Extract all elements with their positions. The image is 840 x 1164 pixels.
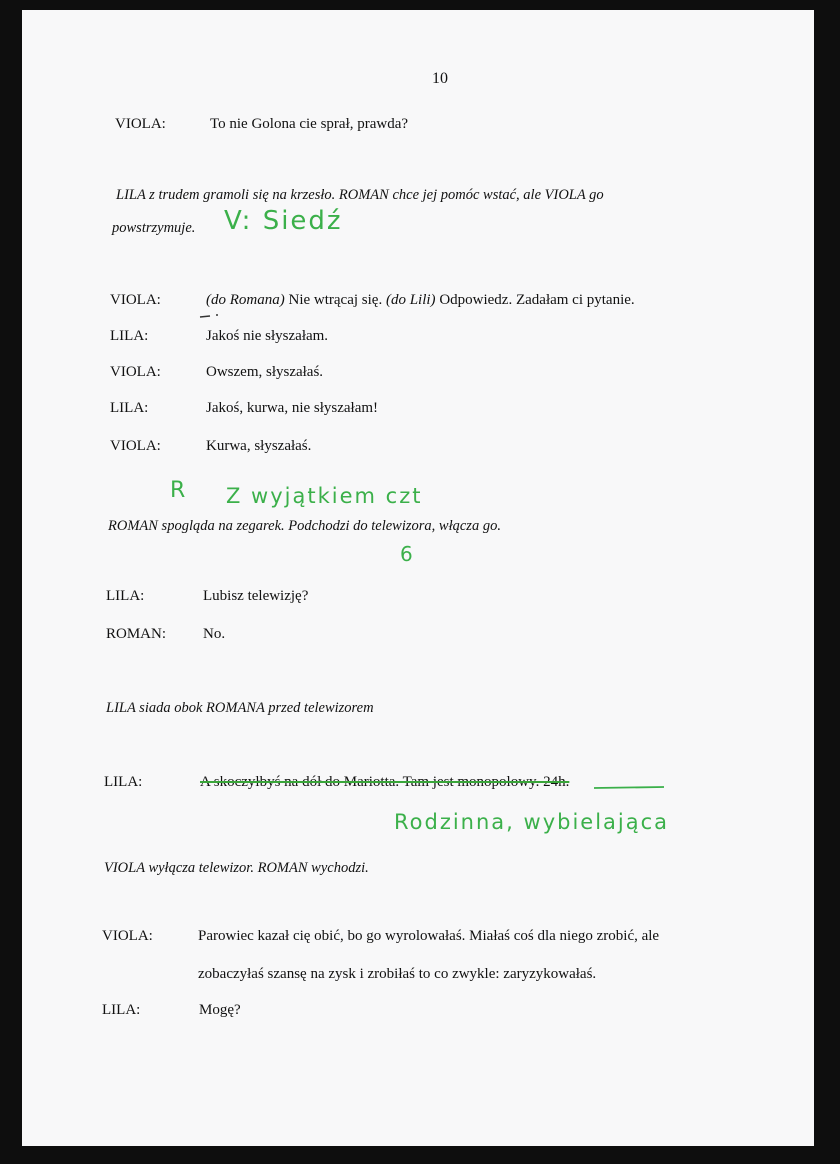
handwritten-note: Rodzinna, wybielająca [394, 810, 670, 834]
handwritten-note: V: Siedź [224, 206, 343, 236]
speaker-name: LILA: [110, 400, 149, 416]
speaker-name: VIOLA: [110, 292, 161, 308]
dialogue-text: Jakoś nie słyszałam. [206, 328, 329, 344]
parenthetical: (do Romana) [206, 292, 285, 308]
dialogue-fragment: Odpowiedz. Zadałam ci pytanie. [435, 292, 635, 308]
speaker-name: LILA: [102, 1002, 141, 1018]
speaker-name: VIOLA: [102, 928, 153, 944]
strike-extension-line [594, 787, 664, 788]
dialogue-fragment: Nie wtrącaj się. [284, 292, 386, 308]
handwritten-note: 6 [400, 542, 415, 566]
speaker-name: LILA: [106, 588, 145, 604]
handwritten-note: R [170, 478, 188, 503]
stage-direction: VIOLA wyłącza telewizor. ROMAN wychodzi. [104, 860, 369, 876]
dialogue-text: Owszem, słyszałaś. [206, 364, 324, 380]
dialogue-text: Parowiec kazał cię obić, bo go wyrolowałaś. Miałaś coś dla niego zrobić, ale [198, 928, 660, 944]
dialogue-text: Kurwa, słyszałaś. [206, 438, 312, 454]
speaker-name: VIOLA: [110, 364, 161, 380]
handwritten-note: Z wyjątkiem czt [226, 484, 423, 508]
dialogue-text: No. [203, 626, 226, 642]
dialogue-text: Jakoś, kurwa, nie słyszałam! [206, 400, 379, 416]
stage-direction: LILA siada obok ROMANA przed telewizorem [106, 700, 374, 716]
speaker-name: ROMAN: [106, 626, 167, 642]
parenthetical: (do Lili) [385, 292, 436, 308]
pen-mark [200, 315, 218, 317]
stage-direction: ROMAN spogląda na zegarek. Podchodzi do telewizora, włącza go. [108, 518, 501, 534]
script-page [22, 10, 814, 1146]
struck-dialogue-text: A skoczyłbyś na dół do Mariotta. Tam jest monopolowy. 24h. [200, 774, 570, 790]
dialogue-text: To nie Golona cie sprał, prawda? [210, 116, 409, 132]
annotation-strokes [22, 10, 814, 1146]
speaker-name: VIOLA: [115, 116, 166, 132]
dialogue-text: Lubisz telewizję? [203, 588, 309, 604]
dialogue-text: Mogę? [199, 1002, 241, 1018]
speaker-name: LILA: [110, 328, 149, 344]
stage-direction: powstrzymuje. [112, 220, 196, 236]
dialogue-continuation: zobaczyłaś szansę na zysk i zrobiłaś to co zwykle: zaryzykowałaś. [198, 966, 597, 982]
speaker-name: VIOLA: [110, 438, 161, 454]
speaker-name: LILA: [104, 774, 143, 790]
stage-direction: LILA z trudem gramoli się na krzesło. ROMAN chce jej pomóc wstać, ale VIOLA go [116, 187, 604, 203]
page-number: 10 [432, 70, 448, 87]
